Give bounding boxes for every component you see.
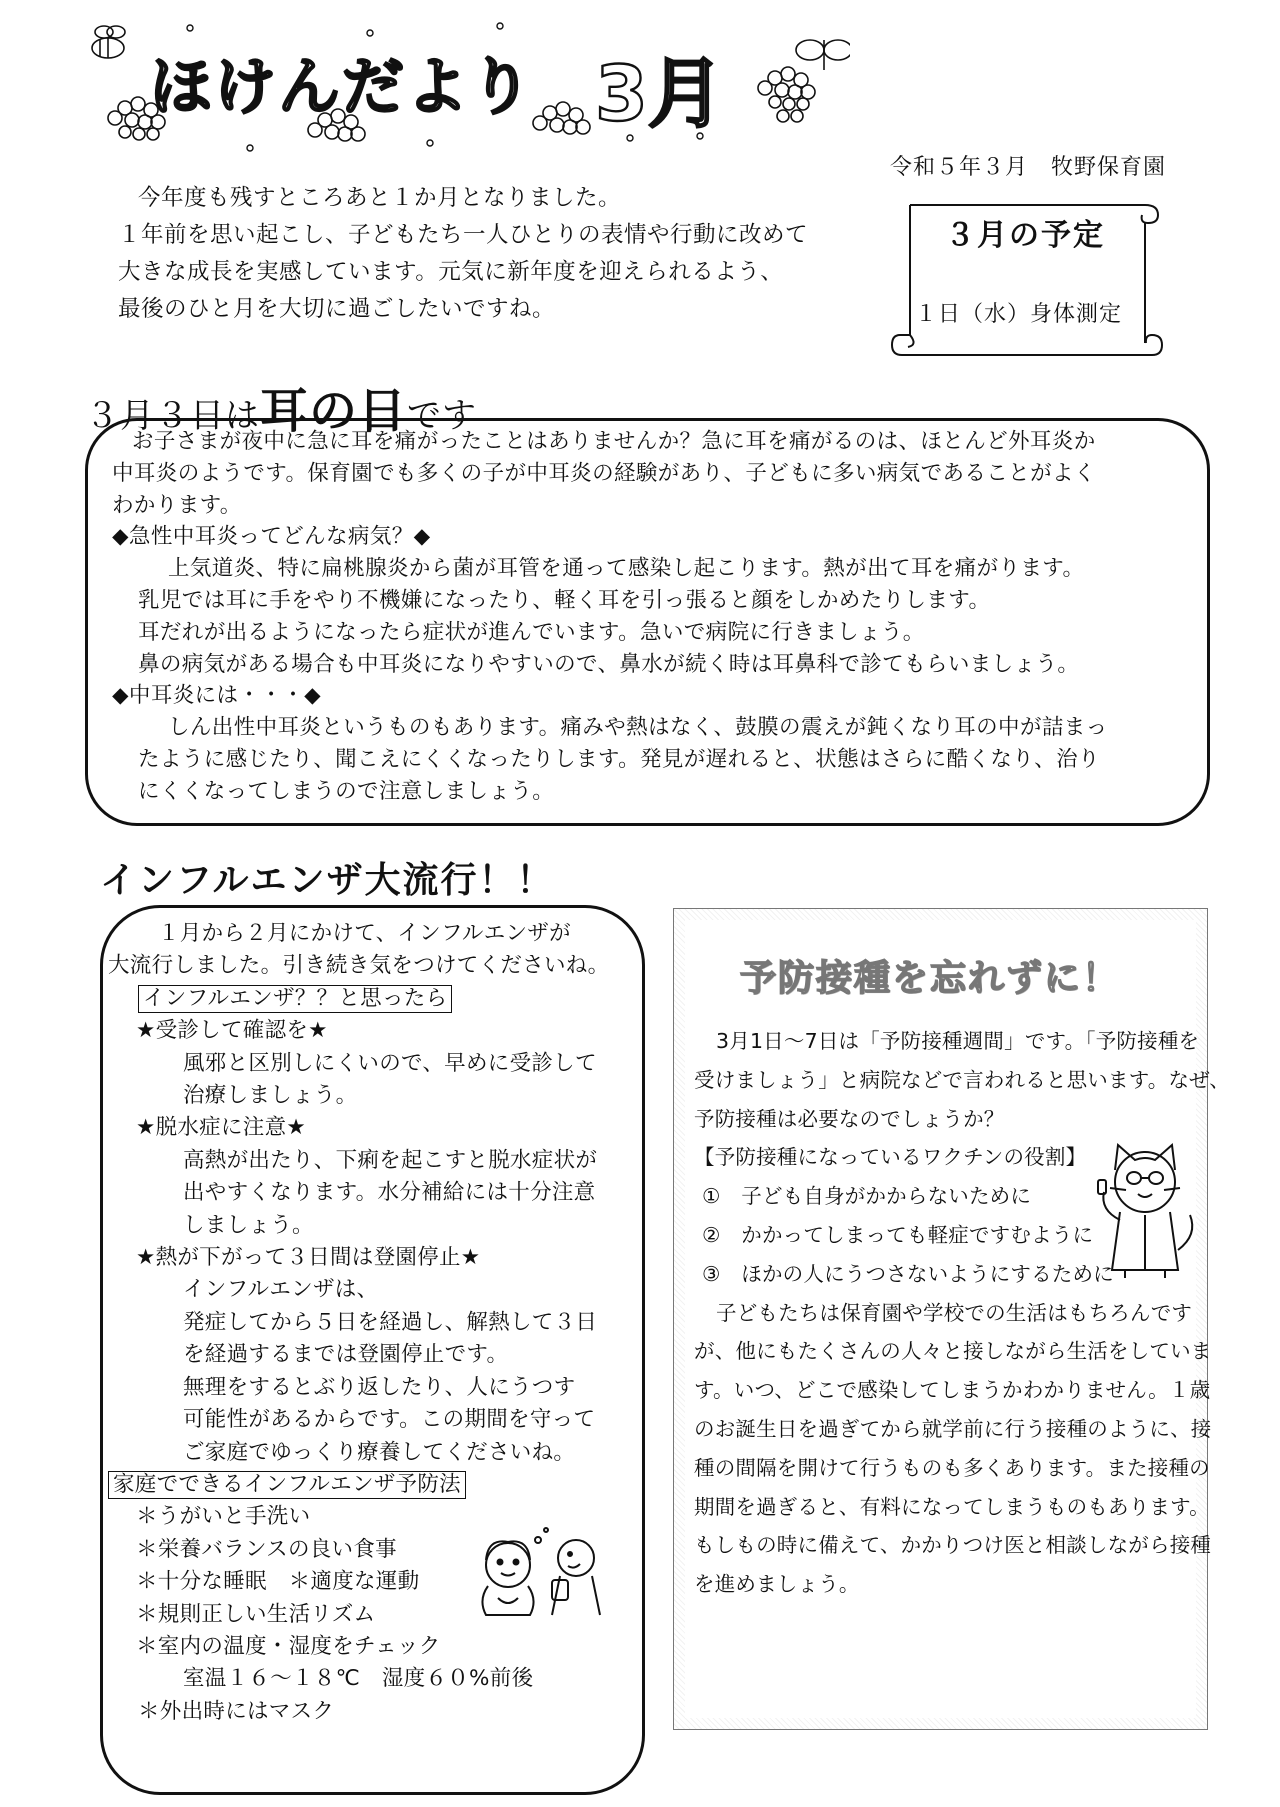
flu-tip: ＊室内の温度・湿度をチェック bbox=[136, 1633, 441, 1659]
intro-line: 今年度も残すところあと１か月となりました。 bbox=[138, 185, 622, 211]
flu-subheading: ★熱が下がって３日間は登園停止★ bbox=[136, 1245, 481, 1271]
vac-line: 子どもたちは保育園や学校での生活はもちろんです bbox=[716, 1300, 1193, 1325]
flu-tip: ＊栄養バランスの良い食事 bbox=[136, 1536, 397, 1562]
date-organization: 令和５年３月 牧野保育園 bbox=[890, 155, 1167, 180]
kids-gargling-icon bbox=[468, 1520, 618, 1630]
flu-tip: ＊うがいと手洗い bbox=[136, 1504, 311, 1530]
flu-boxed-heading: 家庭でできるインフルエンザ予防法 bbox=[108, 1471, 466, 1499]
vac-line: 期間を過ぎると、有料になってしまうものもあります。 bbox=[694, 1494, 1210, 1519]
vaccine-text bbox=[694, 1022, 1230, 1604]
ear-line: 鼻の病気がある場合も中耳炎になりやすいので、鼻水が続く時は耳鼻科で診てもらいましょう。 bbox=[138, 651, 1080, 677]
ear-line: にくくなってしまうので注意しましょう。 bbox=[138, 778, 555, 804]
ear-line: 耳だれが出るようになったら症状が進んでいます。急いで病院に行きましょう。 bbox=[138, 619, 925, 645]
vac-line: 予防接種は必要なのでしょうか？ bbox=[694, 1106, 1005, 1131]
vac-list-item: ③ ほかの人にうつさないようにするために bbox=[702, 1261, 1114, 1286]
intro-text bbox=[118, 180, 918, 328]
vac-line: が、他にもたくさんの人々と接しながら生活をしていま bbox=[694, 1339, 1212, 1364]
flu-line: インフルエンザは、 bbox=[183, 1277, 379, 1303]
newsletter-month: 3月 bbox=[595, 49, 724, 138]
flu-line: しましょう。 bbox=[183, 1212, 314, 1238]
ear-heading-pre: ３月３日は bbox=[85, 396, 260, 436]
butterfly-icon bbox=[796, 40, 850, 70]
ear-heading-big: 耳の日 bbox=[260, 383, 408, 439]
flu-line: 発症してから５日を経過し、解熱して３日 bbox=[183, 1309, 598, 1335]
ear-line: お子さまが夜中に急に耳を痛がったことはありませんか？急に耳を痛がるのは、ほとんど外耳炎か bbox=[132, 429, 1096, 454]
flu-line: 風邪と区別しにくいので、早めに受診して bbox=[183, 1050, 597, 1076]
vac-list-item: ① 子ども自身がかからないために bbox=[702, 1184, 1032, 1209]
flu-tip: ＊外出時にはマスク bbox=[138, 1698, 335, 1724]
ear-line: わかります。 bbox=[112, 492, 242, 518]
title-illustration bbox=[70, 8, 850, 158]
flu-line: 治療しましょう。 bbox=[183, 1083, 358, 1109]
flu-line: ご家庭でゆっくり療養してくださいね。 bbox=[183, 1439, 576, 1465]
vac-line: す。いつ、どこで感染してしまうかわかりません。１歳 bbox=[694, 1378, 1211, 1403]
flu-line: 高熱が出たり、下痢を起こすと脱水症状が bbox=[183, 1147, 598, 1173]
flu-boxed-heading: インフルエンザ？？と思ったら bbox=[138, 985, 452, 1013]
flu-subheading: ★受診して確認を★ bbox=[136, 1018, 328, 1044]
ear-line: 上気道炎、特に扁桃腺炎から菌が耳管を通って感染し起こります。熱が出て耳を痛がります。 bbox=[168, 556, 1085, 582]
intro-line: １年前を思い起こし、子どもたち一人ひとりの表情や行動に改めて bbox=[118, 222, 809, 248]
flu-line: 可能性があるからです。この期間を守って bbox=[183, 1407, 596, 1433]
ear-subheading: ◆急性中耳炎ってどんな病気？◆ bbox=[112, 524, 431, 550]
ear-line: 中耳炎のようです。保育園でも多くの子が中耳炎の経験があり、子どもに多い病気であることがよく bbox=[112, 460, 1096, 486]
cat-doctor-icon bbox=[1090, 1140, 1200, 1280]
flu-line: 出やすくなります。水分補給には十分注意 bbox=[183, 1180, 596, 1206]
ear-line: しん出性中耳炎というものもあります。痛みや熱はなく、鼓膜の震えが鈍くなり耳の中が詰まっ bbox=[168, 715, 1108, 741]
vac-line: のお誕生日を過ぎてから就学前に行う接種のように、接 bbox=[694, 1416, 1212, 1441]
flu-line: 大流行しました。引き続き気をつけてくださいね。 bbox=[108, 953, 610, 979]
vac-list-item: ② かかってしまっても軽症ですむように bbox=[702, 1222, 1094, 1247]
ear-line: 乳児では耳に手をやり不機嫌になったり、軽く耳を引っ張ると顔をしかめたりします。 bbox=[138, 587, 991, 613]
schedule-title: ３月の予定 bbox=[945, 218, 1105, 253]
vac-line: 種の間隔を開けて行うものも多くあります。また接種の bbox=[694, 1455, 1210, 1480]
flu-line: 無理をするとぶり返したり、人にうつす bbox=[183, 1374, 576, 1400]
vac-line: 3月1日～7日は「予防接種週間」です。「予防接種を bbox=[716, 1029, 1200, 1053]
flu-subheading: ★脱水症に注意★ bbox=[136, 1115, 306, 1141]
influenza-heading: インフルエンザ大流行！！ bbox=[100, 860, 555, 901]
vaccine-heading: 予防接種を忘れずに！ bbox=[740, 958, 1121, 999]
newsletter-title: ほけんだより bbox=[150, 50, 535, 123]
bee-icon bbox=[92, 26, 125, 58]
intro-line: 大きな成長を実感しています。元気に新年度を迎えられるよう、 bbox=[118, 259, 784, 285]
flu-line: １月から２月にかけて、インフルエンザが bbox=[158, 921, 571, 946]
ear-line: たように感じたり、聞こえにくくなったりします。発見が遅れると、状態はさらに酷くなり、治り bbox=[138, 746, 1100, 772]
vac-line: を進めましょう。 bbox=[694, 1572, 860, 1597]
flu-tip: 室温１６～１８℃ 湿度６０%前後 bbox=[183, 1666, 534, 1692]
flu-line: を経過するまでは登園停止です。 bbox=[183, 1342, 509, 1368]
vac-line: 受けましょう」と病院などで言われると思います。なぜ、 bbox=[694, 1067, 1230, 1092]
ear-subheading: ◆中耳炎には・・・◆ bbox=[112, 683, 322, 709]
schedule-item: １日（水）身体測定 bbox=[915, 302, 1123, 327]
flu-tip: ＊規則正しい生活リズム bbox=[136, 1601, 376, 1627]
vac-subheading: 【予防接種になっているワクチンの役割】 bbox=[694, 1145, 1087, 1170]
intro-line: 最後のひと月を大切に過ごしたいですね。 bbox=[118, 296, 556, 322]
ear-heading-post: です bbox=[407, 396, 478, 436]
flu-tip: ＊十分な睡眠 ＊適度な運動 bbox=[136, 1569, 420, 1595]
vac-line: もしもの時に備えて、かかりつけ医と相談しながら接種 bbox=[694, 1533, 1212, 1558]
ear-day-text bbox=[112, 426, 1192, 808]
